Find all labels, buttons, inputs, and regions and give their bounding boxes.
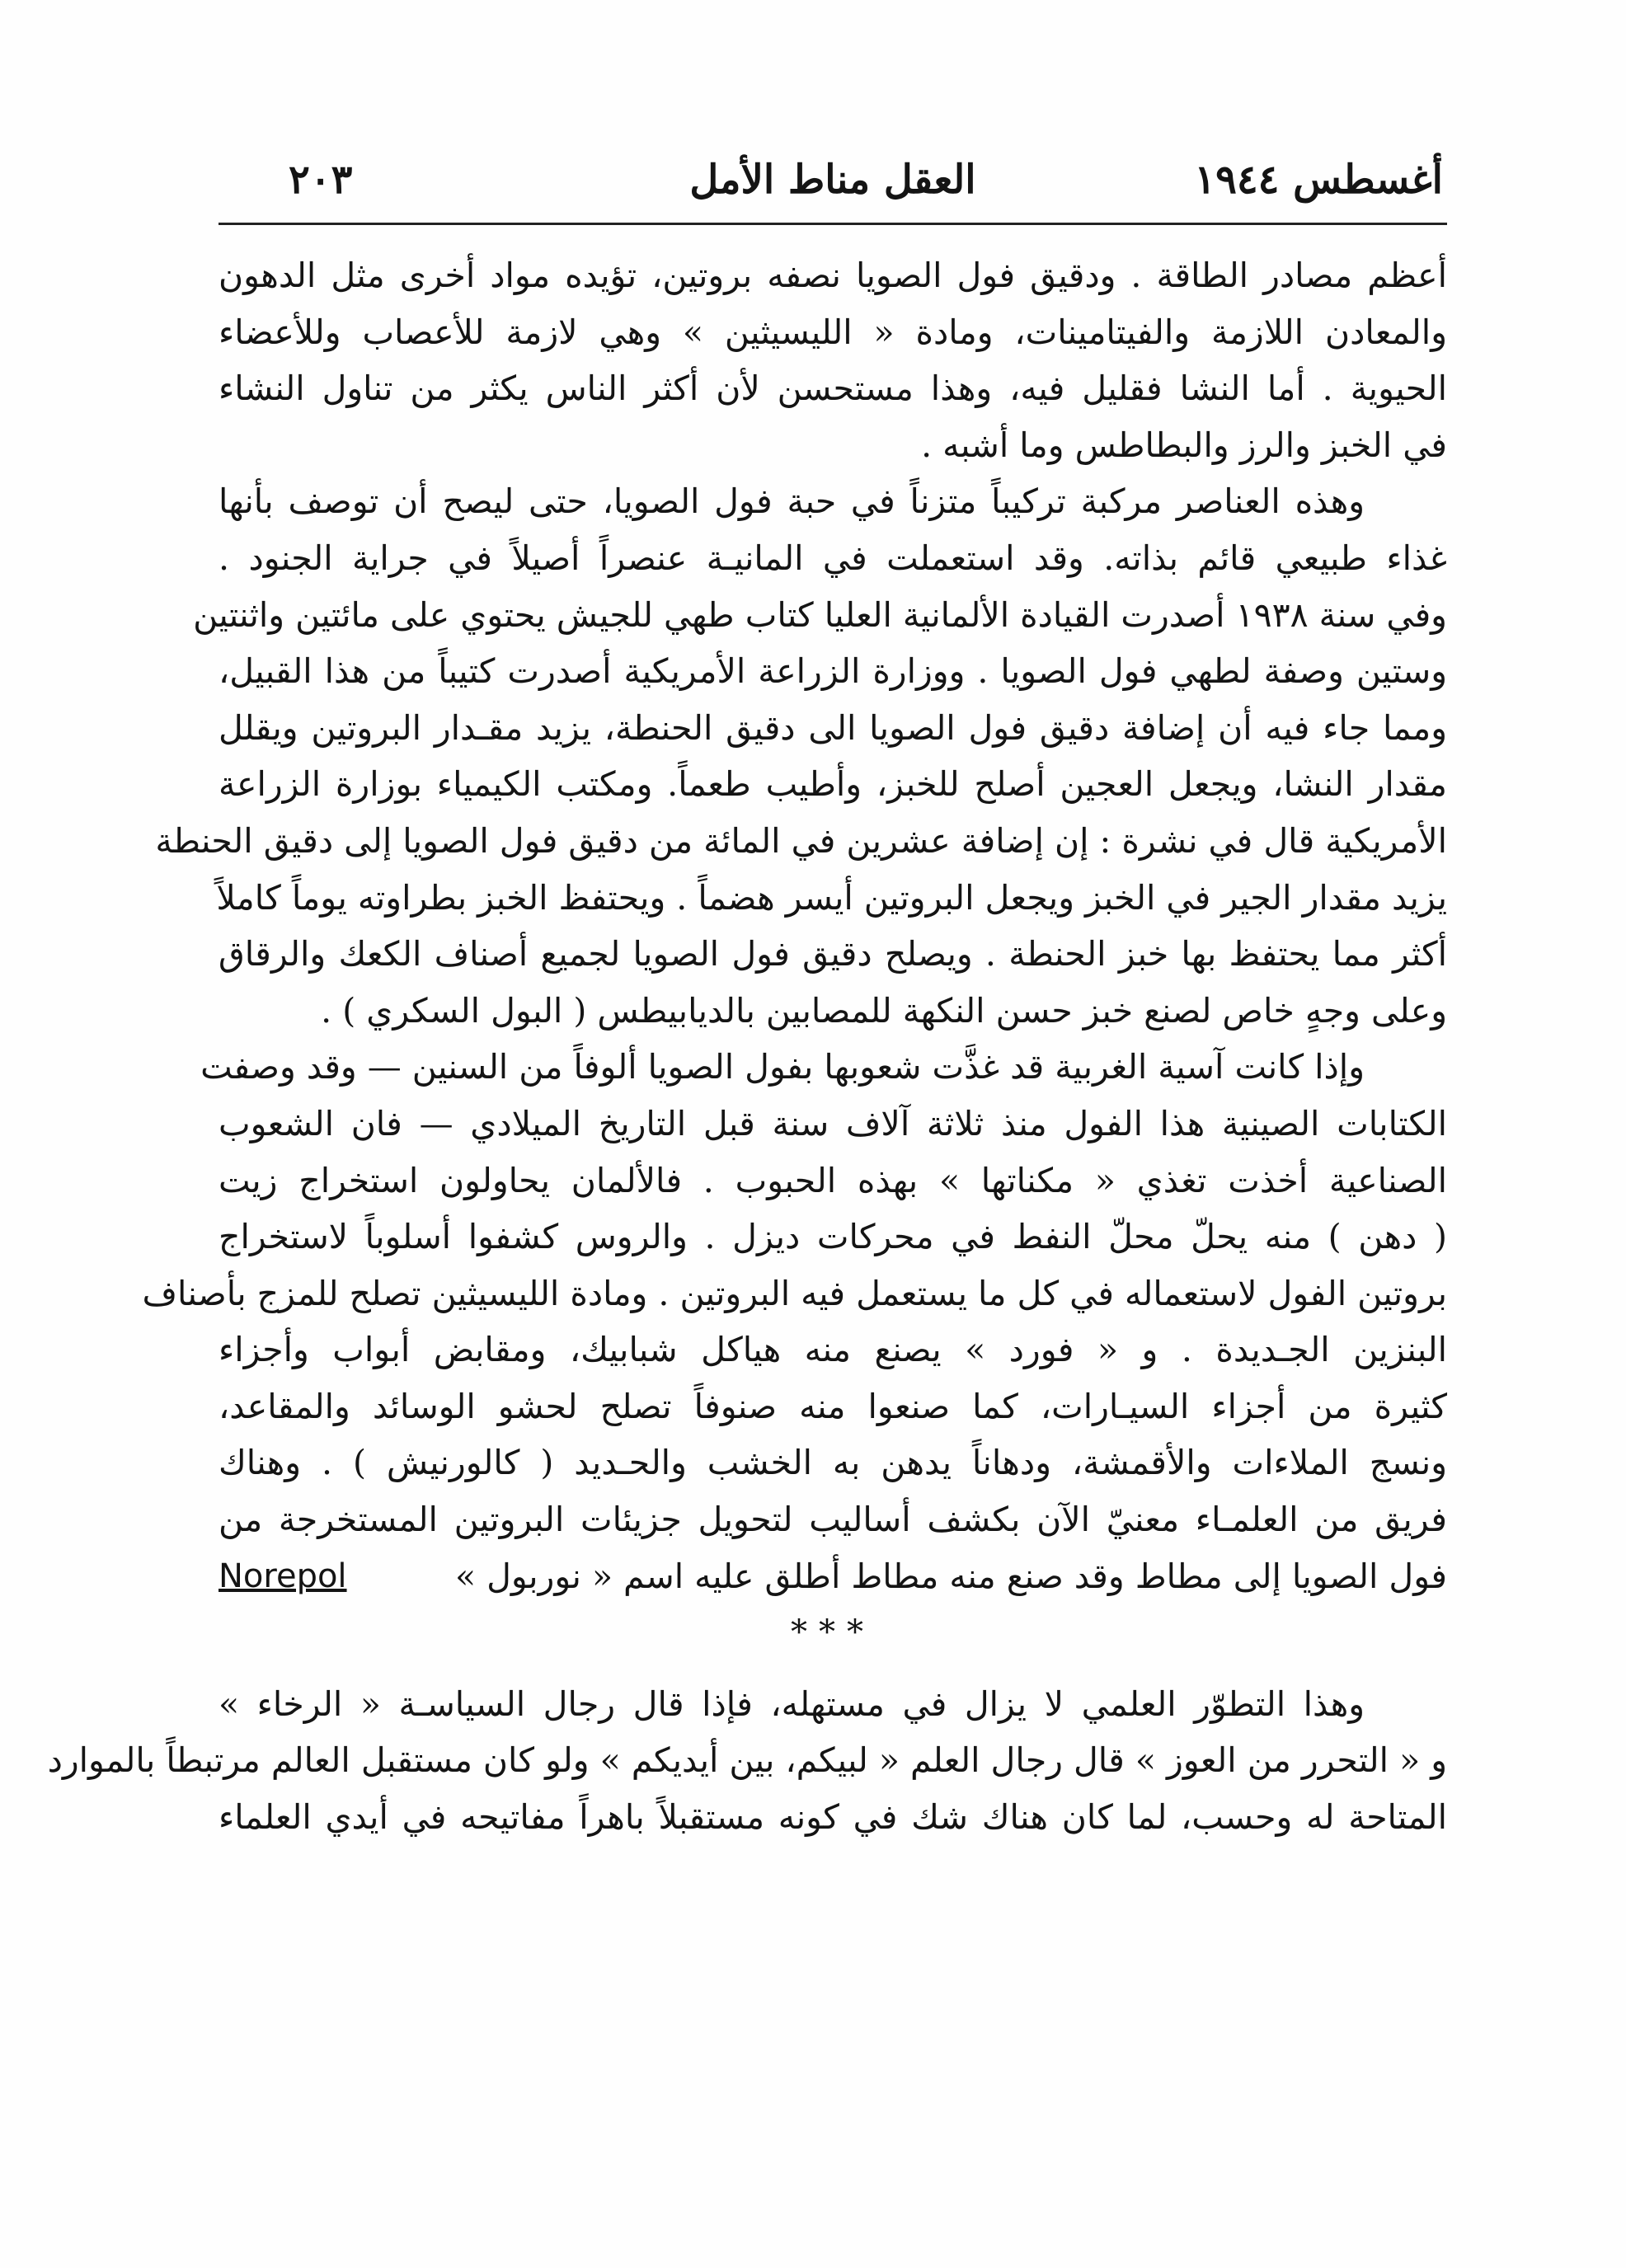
text-line: غذاء طبيعي قائم بذاته. وقد استعملت في المانيـة عنصراً أصيلاً في جراية الجنود . xyxy=(219,538,1447,578)
text-line: وعلى وجهٍ خاص لصنع خبز حسن النكهة للمصابين بالديابيطس ( البول السكري ) . xyxy=(321,990,1447,1031)
text-line: الحيوية . أما النشا فقليل فيه، وهذا مستحسن لأن أكثر الناس يكثر من تناول النشاء xyxy=(219,369,1447,409)
text-line: مقدار النشا، ويجعل العجين أصلح للخبز، وأطيب طعماً. ومكتب الكيمياء بوزارة الزراعة xyxy=(219,764,1447,805)
text-line: الأمريكية قال في نشرة : إن إضافة عشرين في المائة من دقيق فول الصويا إلى دقيق الحنطة xyxy=(155,820,1447,861)
header-date: أغسطس ١٩٤٤ xyxy=(1194,157,1443,203)
text-line: الصناعية أخذت تغذي « مكناتها » بهذه الحبوب . فالألمان يحاولون استخراج زيت xyxy=(219,1160,1447,1200)
spacer xyxy=(219,1661,1447,1676)
header-title: العقل مناط الأمل xyxy=(689,157,976,203)
header-rule xyxy=(219,223,1447,225)
paragraph xyxy=(219,247,1447,473)
text-line: ونسج الملاءات والأقمشة، ودهاناً يدهن به الخشب والحـديد ( كالورنيش ) . وهناك xyxy=(219,1443,1447,1483)
body-text xyxy=(47,247,1447,1846)
text-line: فول الصويا إلى مطاط وقد صنع منه مطاط أطلق عليه اسم « نوربول » xyxy=(455,1556,1447,1596)
text-line: والمعادن اللازمة والفيتامينات، ومادة « الليسيثين » وهي لازمة للأعصاب وللأعضاء xyxy=(219,312,1447,352)
text-line: في الخبز والرز والبطاطس وما أشبه . xyxy=(921,425,1447,465)
text-line: ( دهن ) منه يحلّ محلّ النفط في محركات ديزل . والروس كشفوا أسلوباً لاستخراج xyxy=(219,1217,1447,1257)
paragraph xyxy=(142,1039,1447,1604)
header-page-number: ٢٠٣ xyxy=(289,157,353,203)
text-line: المتاحة له وحسب، لما كان هناك شك في كونه مستقبلاً باهراً مفاتيحه في أيدي العلماء xyxy=(219,1797,1447,1838)
text-line: يزيد مقدار الجير في الخبز ويجعل البروتين أيسر هضماً . ويحتفظ الخبز بطراوته يوماً كاملاً xyxy=(216,877,1447,918)
text-line: وهذه العناصر مركبة تركيباً متزناً في حبة فول الصويا، حتى ليصح أن توصف بأنها xyxy=(219,481,1365,522)
text-line: بروتين الفول لاستعماله في كل ما يستعمل فيه البروتين . ومادة الليسيثين تصلح للمزج بأصناف xyxy=(142,1273,1447,1313)
section-separator: *** xyxy=(791,1613,875,1652)
text-line: وفي سنة ١٩٣٨ أصدرت القيادة الألمانية العليا كتاب طهي للجيش يحتوي على مائتين واثنتين xyxy=(193,594,1447,635)
text-line: كثيرة من أجزاء السيـارات، كما صنعوا منه صنوفاً تصلح لحشو الوسائد والمقاعد، xyxy=(219,1386,1447,1426)
text-line: فريق من العلمـاء معنيّ الآن بكشف أساليب لتحويل جزيئات البروتين المستخرجة من xyxy=(219,1500,1447,1540)
page-header xyxy=(223,147,1443,213)
text-line: البنزين الجـديدة . و « فورد » يصنع منه هياكل شبابيك، ومقابض أبواب وأجزاء xyxy=(219,1330,1447,1370)
text-line: أعظم مصادر الطاقة . ودقيق فول الصويا نصفه بروتين، تؤيده مواد أخرى مثل الدهون xyxy=(219,256,1447,295)
text-line: أكثر مما يحتفظ بها خبز الحنطة . ويصلح دقيق فول الصويا لجميع أصناف الكعك والرقاق xyxy=(219,934,1447,974)
text-line: و « التحرر من العوز » قال رجال العلم « لبيكم، بين أيديكم » ولو كان مستقبل العالم مرتبطاً بالموارد xyxy=(47,1740,1447,1781)
text-line: الكتابات الصينية هذا الفول منذ ثلاثة آلاف سنة قبل التاريخ الميلادي — فان الشعوب xyxy=(219,1103,1447,1143)
text-line: وهذا التطوّر العلمي لا يزال في مستهله، فإذا قال رجال السياسـة « الرخاء » xyxy=(219,1683,1365,1724)
text-line: ومما جاء فيه أن إضافة دقيق فول الصويا الى دقيق الحنطة، يزيد مقـدار البروتين ويقلل xyxy=(219,707,1447,748)
text-line: وستين وصفة لطهي فول الصويا . ووزارة الزراعة الأمريكية أصدرت كتيباً من هذا القبيل، xyxy=(219,651,1447,692)
text-line-with-note xyxy=(219,1548,1447,1605)
paragraph xyxy=(155,473,1447,1039)
footnote-latin-term: Norepol xyxy=(219,1557,347,1595)
text-line: وإذا كانت آسية الغربية قد غذَّت شعوبها بفول الصويا ألوفاً من السنين — وقد وصفت xyxy=(200,1047,1365,1087)
paragraph xyxy=(47,1676,1447,1846)
